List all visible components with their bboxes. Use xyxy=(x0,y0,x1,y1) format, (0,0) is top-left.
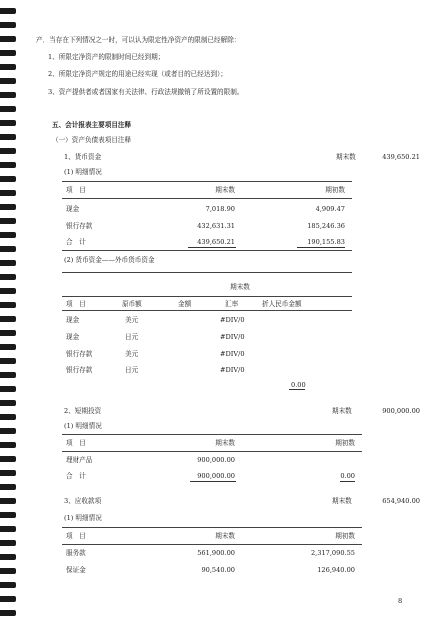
page-number: 8 xyxy=(398,597,403,605)
fx-header-amount: 金额 xyxy=(178,300,192,308)
table-row: 银行存款 xyxy=(66,366,93,374)
fx-table-top-rule xyxy=(62,272,352,273)
fx-header-rmb: 折人民币金额 xyxy=(262,300,302,308)
binding-hole xyxy=(0,274,16,280)
total-underline xyxy=(340,481,355,482)
table-cell: 90,540.00 xyxy=(201,566,235,574)
cash-header-end: 期末数 xyxy=(215,186,235,194)
table-row: 银行存款 xyxy=(66,222,93,230)
cash-header-begin: 期初数 xyxy=(325,186,345,194)
fx-header-rate: 汇率 xyxy=(225,300,239,308)
intro-line-2: 1、所限定净资产的限制时间已经到期； xyxy=(48,53,165,61)
binding-hole xyxy=(0,386,16,392)
binding-hole xyxy=(0,36,16,42)
receivables-title: 3、应收款项 xyxy=(64,497,102,505)
binding-hole xyxy=(0,246,16,252)
binding-hole xyxy=(0,372,16,378)
receivables-period-label: 期末数 xyxy=(332,497,352,505)
table-row: 银行存款 xyxy=(66,350,93,358)
binding-hole xyxy=(0,22,16,28)
binding-strip xyxy=(0,0,22,624)
table-cell: 日元 xyxy=(125,366,139,374)
table-row: 服务款 xyxy=(66,549,86,557)
binding-hole xyxy=(0,64,16,70)
binding-hole xyxy=(0,484,16,490)
binding-hole xyxy=(0,106,16,112)
cash-header-rule xyxy=(62,198,352,199)
binding-hole xyxy=(0,8,16,14)
table-cell: 126,940.00 xyxy=(317,566,355,574)
section-title: 五、会计报表主要项目注释 xyxy=(52,121,132,129)
table-cell: 0.00 xyxy=(340,472,355,480)
cash-table-top-rule xyxy=(62,181,352,182)
fx-header-original: 原币额 xyxy=(122,300,142,308)
binding-hole xyxy=(0,148,16,154)
binding-hole xyxy=(0,50,16,56)
cash-detail-label: (1) 明细情况 xyxy=(64,168,102,176)
total-underline xyxy=(297,247,345,248)
table-cell: #DIV/0 xyxy=(220,350,245,358)
binding-hole xyxy=(0,568,16,574)
binding-hole xyxy=(0,288,16,294)
cash-title: 1、货币资金 xyxy=(64,153,102,161)
table-row: 合 计 xyxy=(66,238,86,246)
binding-hole xyxy=(0,456,16,462)
table-cell: 2,317,090.55 xyxy=(310,549,355,557)
cash-period-value: 439,650.21 xyxy=(382,153,420,161)
short-invest-header-item: 项 目 xyxy=(66,439,86,447)
cash-period-label: 期末数 xyxy=(336,153,356,161)
cash-table-bottom-rule xyxy=(62,250,352,251)
binding-hole xyxy=(0,428,16,434)
fx-header-rule xyxy=(62,296,352,297)
table-cell: 4,909.47 xyxy=(315,205,345,213)
short-invest-top-rule xyxy=(62,434,362,435)
binding-hole xyxy=(0,512,16,518)
short-invest-title: 2、短期投资 xyxy=(64,407,102,415)
fx-header-item: 项 目 xyxy=(66,300,86,308)
receivables-header-item: 项 目 xyxy=(66,532,86,540)
binding-hole xyxy=(0,316,16,322)
table-cell: 190,155.83 xyxy=(307,238,345,246)
receivables-header-end: 期末数 xyxy=(215,532,235,540)
table-row: 现金 xyxy=(66,205,80,213)
short-invest-header-end: 期末数 xyxy=(215,439,235,447)
fx-label: (2) 货币资金——外币货币资金 xyxy=(64,256,155,264)
table-row: 合 计 xyxy=(66,472,86,480)
receivables-header-rule xyxy=(62,544,362,545)
table-cell: #DIV/0 xyxy=(220,366,245,374)
table-row: 现金 xyxy=(66,316,80,324)
binding-hole xyxy=(0,414,16,420)
short-invest-period-label: 期末数 xyxy=(332,407,352,415)
table-cell: 432,631.31 xyxy=(197,222,235,230)
binding-hole xyxy=(0,540,16,546)
table-row: 保证金 xyxy=(66,566,86,574)
binding-hole xyxy=(0,498,16,504)
table-cell: 439,650.21 xyxy=(197,238,235,246)
table-cell: 7,018.90 xyxy=(205,205,235,213)
binding-hole xyxy=(0,358,16,364)
binding-hole xyxy=(0,330,16,336)
receivables-period-value: 654,940.00 xyxy=(382,497,420,505)
binding-hole xyxy=(0,162,16,168)
binding-hole xyxy=(0,400,16,406)
table-cell: #DIV/0 xyxy=(220,316,245,324)
receivables-header-begin: 期初数 xyxy=(335,532,355,540)
table-cell: 美元 xyxy=(125,316,139,324)
binding-hole xyxy=(0,470,16,476)
intro-line-1: 产．当存在下列情况之一时，可以认为限定性净资产的限制已经解除： xyxy=(36,36,241,44)
table-row: 现金 xyxy=(66,333,80,341)
intro-line-4: 3、资产提供者或者国家有关法律、行政法规撤销了所设置的限制。 xyxy=(48,88,244,96)
table-cell: #DIV/0 xyxy=(220,333,245,341)
binding-hole xyxy=(0,582,16,588)
binding-hole xyxy=(0,232,16,238)
short-invest-period-value: 900,000.00 xyxy=(382,407,420,415)
short-invest-detail-label: (1) 明细情况 xyxy=(64,422,102,430)
table-cell: 900,000.00 xyxy=(197,472,235,480)
table-cell: 900,000.00 xyxy=(197,456,235,464)
binding-hole xyxy=(0,176,16,182)
table-row: 理财产品 xyxy=(66,456,93,464)
table-cell: 日元 xyxy=(125,333,139,341)
total-underline xyxy=(289,389,305,390)
short-invest-header-rule xyxy=(62,451,362,452)
total-underline xyxy=(188,247,236,248)
binding-hole xyxy=(0,302,16,308)
binding-hole xyxy=(0,610,16,616)
binding-hole xyxy=(0,442,16,448)
table-cell: 美元 xyxy=(125,350,139,358)
fx-period-label: 期末数 xyxy=(230,283,250,291)
total-underline xyxy=(190,481,236,482)
section-subtitle: （一）资产负债表项目注释 xyxy=(52,136,132,144)
binding-hole xyxy=(0,190,16,196)
binding-hole xyxy=(0,78,16,84)
binding-hole xyxy=(0,218,16,224)
cash-header-item: 项 目 xyxy=(66,186,86,194)
fx-header-bottom-rule xyxy=(62,310,352,311)
binding-hole xyxy=(0,596,16,602)
binding-hole xyxy=(0,92,16,98)
receivables-top-rule xyxy=(62,527,362,528)
binding-hole xyxy=(0,526,16,532)
table-cell: 185,246.36 xyxy=(307,222,345,230)
receivables-detail-label: (1) 明细情况 xyxy=(64,514,102,522)
fx-total: 0.00 xyxy=(291,381,306,389)
binding-hole xyxy=(0,134,16,140)
short-invest-header-begin: 期初数 xyxy=(335,439,355,447)
binding-hole xyxy=(0,344,16,350)
binding-hole xyxy=(0,554,16,560)
intro-line-3: 2、所限定净资产规定的用途已经实现（或者目的已经达到）； xyxy=(48,70,227,78)
binding-hole xyxy=(0,204,16,210)
binding-hole xyxy=(0,260,16,266)
binding-hole xyxy=(0,120,16,126)
table-cell: 561,900.00 xyxy=(197,549,235,557)
